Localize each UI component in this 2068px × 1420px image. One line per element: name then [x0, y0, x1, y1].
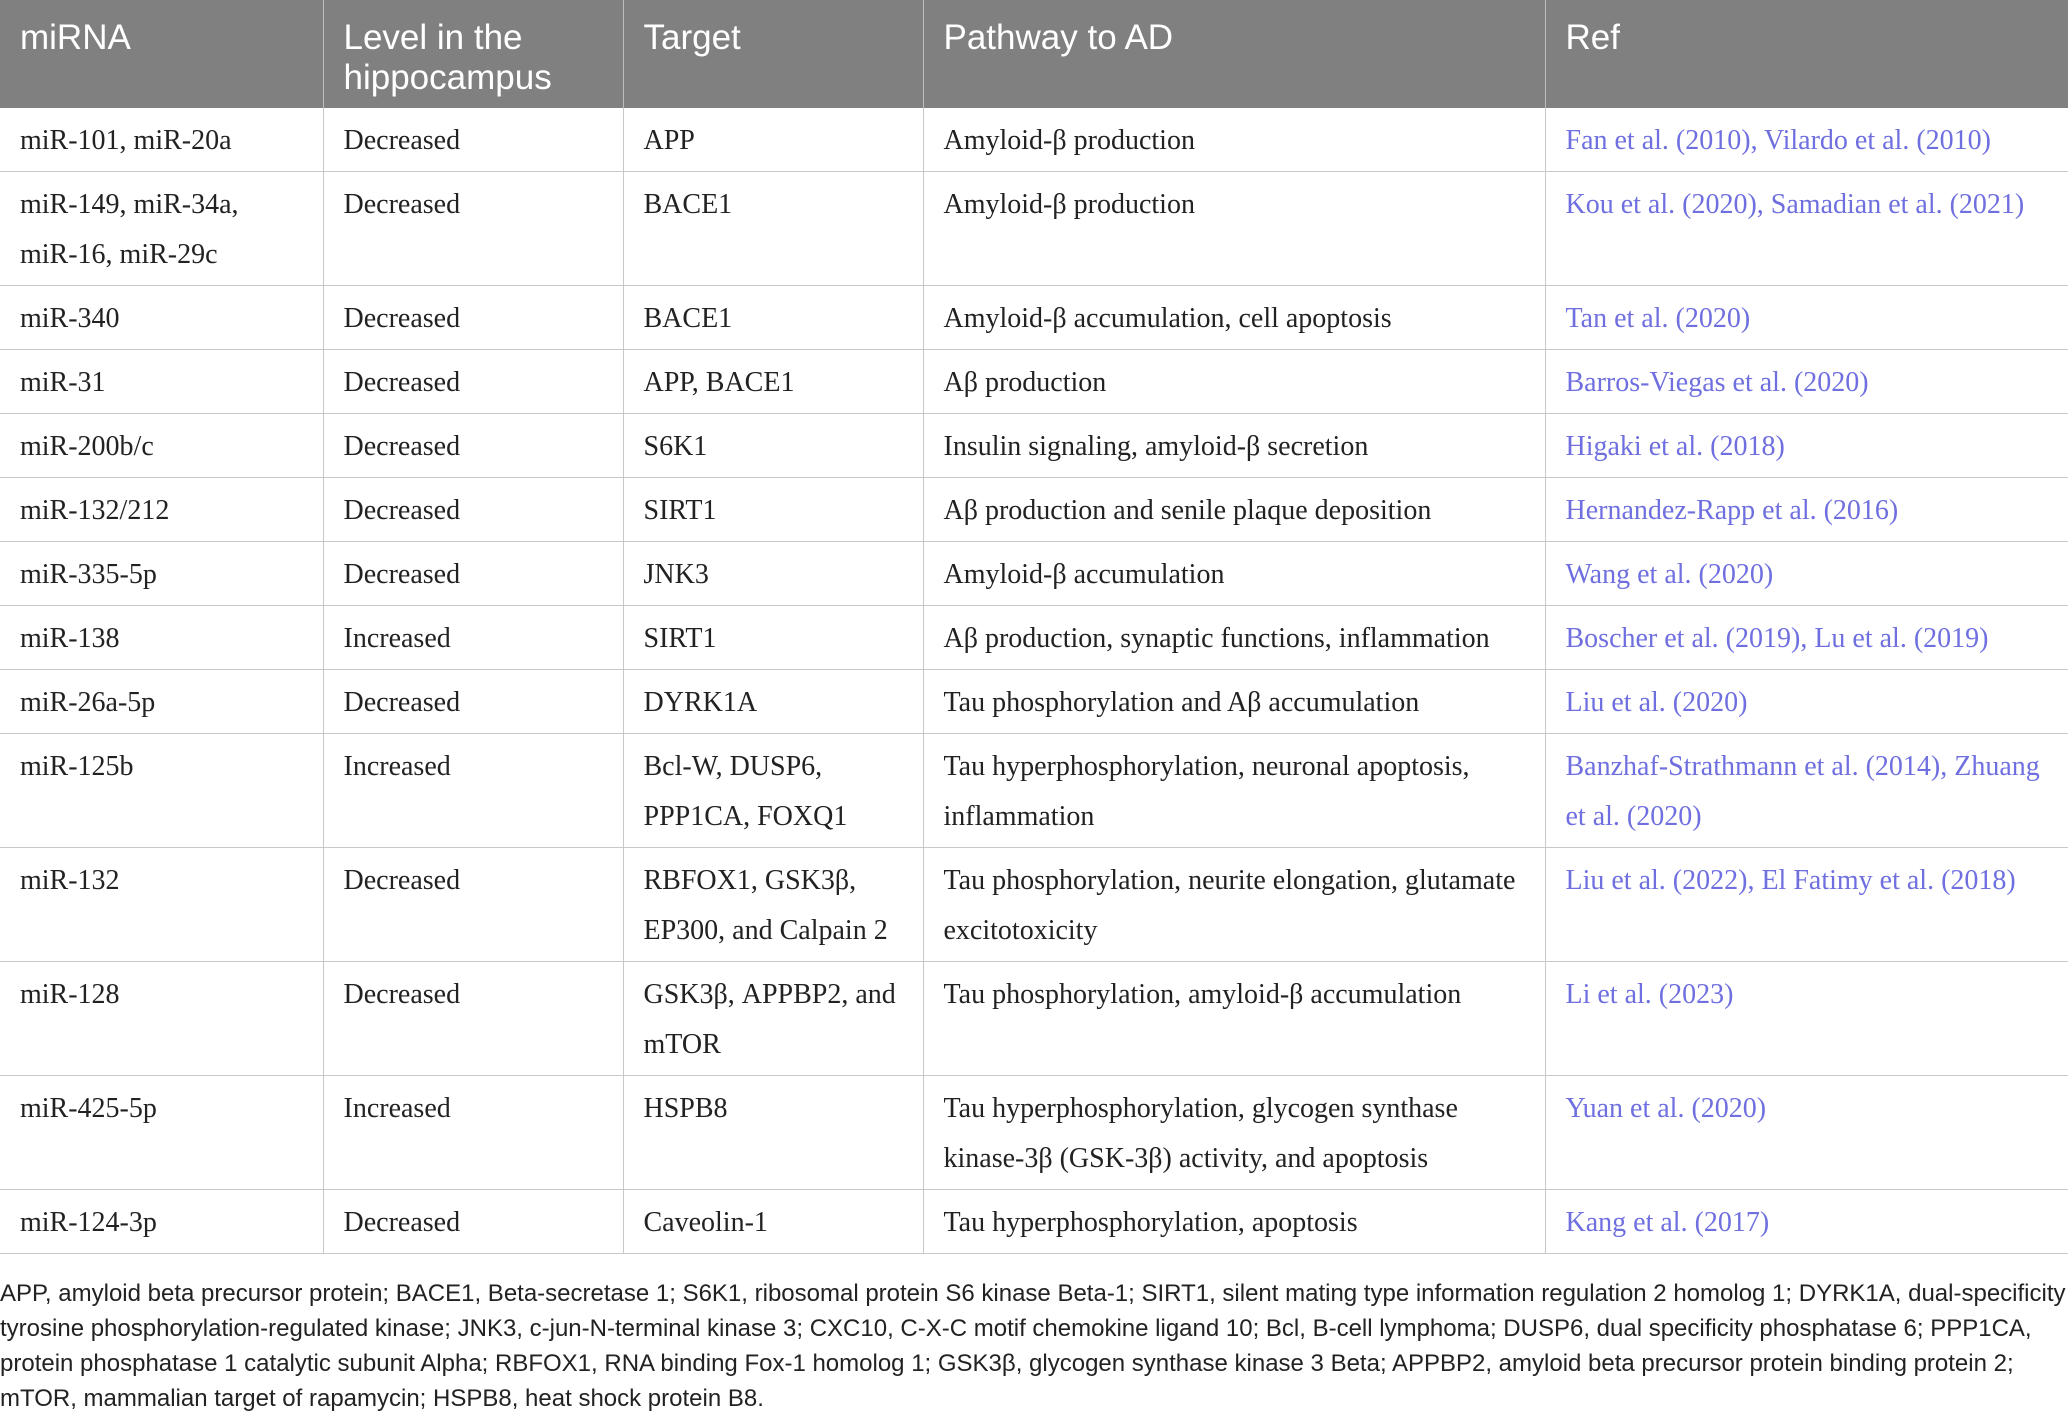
table-row — [0, 542, 2068, 606]
table-row — [0, 962, 2068, 1076]
cell-ref[interactable]: Kou et al. (2020), Samadian et al. (2021) — [1545, 172, 2068, 286]
cell-ref[interactable]: Yuan et al. (2020) — [1545, 1076, 2068, 1190]
cell-mirna: miR-132/212 — [0, 478, 323, 542]
cell-mirna: miR-132 — [0, 848, 323, 962]
cell-mirna: miR-149, miR-34a, miR-16, miR-29c — [0, 172, 323, 286]
cell-pathway: Tau phosphorylation and Aβ accumulation — [923, 670, 1545, 734]
table-row — [0, 734, 2068, 848]
table-row — [0, 848, 2068, 962]
cell-pathway: Aβ production — [923, 350, 1545, 414]
cell-pathway: Aβ production and senile plaque deposition — [923, 478, 1545, 542]
table-row — [0, 1076, 2068, 1190]
header-ref: Ref — [1545, 0, 2068, 108]
cell-mirna: miR-340 — [0, 286, 323, 350]
cell-pathway: Tau phosphorylation, amyloid-β accumulation — [923, 962, 1545, 1076]
cell-level: Decreased — [323, 848, 623, 962]
cell-target: S6K1 — [623, 414, 923, 478]
cell-pathway: Amyloid-β production — [923, 172, 1545, 286]
cell-ref[interactable]: Liu et al. (2020) — [1545, 670, 2068, 734]
table-row — [0, 606, 2068, 670]
table-body — [0, 108, 2068, 1254]
cell-target: GSK3β, APPBP2, and mTOR — [623, 962, 923, 1076]
cell-level: Decreased — [323, 542, 623, 606]
cell-target: APP — [623, 108, 923, 172]
cell-mirna: miR-138 — [0, 606, 323, 670]
cell-ref[interactable]: Tan et al. (2020) — [1545, 286, 2068, 350]
cell-mirna: miR-31 — [0, 350, 323, 414]
cell-target: APP, BACE1 — [623, 350, 923, 414]
cell-level: Decreased — [323, 478, 623, 542]
table-row — [0, 108, 2068, 172]
cell-ref[interactable]: Fan et al. (2010), Vilardo et al. (2010) — [1545, 108, 2068, 172]
cell-level: Increased — [323, 734, 623, 848]
cell-pathway: Tau hyperphosphorylation, glycogen synthase kinase-3β (GSK-3β) activity, and apoptosis — [923, 1076, 1545, 1190]
cell-ref[interactable]: Hernandez-Rapp et al. (2016) — [1545, 478, 2068, 542]
cell-ref[interactable]: Higaki et al. (2018) — [1545, 414, 2068, 478]
table-row — [0, 350, 2068, 414]
cell-target: HSPB8 — [623, 1076, 923, 1190]
cell-level: Decreased — [323, 962, 623, 1076]
cell-target: SIRT1 — [623, 606, 923, 670]
cell-level: Decreased — [323, 172, 623, 286]
cell-mirna: miR-425-5p — [0, 1076, 323, 1190]
cell-target: Caveolin-1 — [623, 1190, 923, 1254]
table-header — [0, 0, 2068, 108]
cell-pathway: Amyloid-β accumulation, cell apoptosis — [923, 286, 1545, 350]
cell-pathway: Aβ production, synaptic functions, inflammation — [923, 606, 1545, 670]
cell-pathway: Tau phosphorylation, neurite elongation, glutamate excitotoxicity — [923, 848, 1545, 962]
header-level: Level in the hippocampus — [323, 0, 623, 108]
cell-ref[interactable]: Li et al. (2023) — [1545, 962, 2068, 1076]
cell-ref[interactable]: Wang et al. (2020) — [1545, 542, 2068, 606]
table-row — [0, 286, 2068, 350]
cell-mirna: miR-200b/c — [0, 414, 323, 478]
table-row — [0, 478, 2068, 542]
cell-mirna: miR-101, miR-20a — [0, 108, 323, 172]
cell-target: JNK3 — [623, 542, 923, 606]
cell-pathway: Insulin signaling, amyloid-β secretion — [923, 414, 1545, 478]
cell-mirna: miR-128 — [0, 962, 323, 1076]
cell-target: BACE1 — [623, 172, 923, 286]
cell-target: RBFOX1, GSK3β, EP300, and Calpain 2 — [623, 848, 923, 962]
table-row — [0, 1190, 2068, 1254]
cell-mirna: miR-335-5p — [0, 542, 323, 606]
cell-pathway: Amyloid-β accumulation — [923, 542, 1545, 606]
cell-mirna: miR-125b — [0, 734, 323, 848]
header-target: Target — [623, 0, 923, 108]
cell-level: Decreased — [323, 108, 623, 172]
cell-ref[interactable]: Barros-Viegas et al. (2020) — [1545, 350, 2068, 414]
table-row — [0, 414, 2068, 478]
cell-level: Increased — [323, 606, 623, 670]
cell-level: Decreased — [323, 1190, 623, 1254]
table-footnote: APP, amyloid beta precursor protein; BACE1, Beta-secretase 1; S6K1, ribosomal protein S6 kinase Beta-1; SIRT1, silent mating type information regulation 2 homolog 1; DYRK1A, dual-specificity tyrosine phosphorylation-regulated kinase; JNK3, c-jun-N-terminal kinase 3; CXC10, C-X-C motif chemokine ligand 10; Bcl, B-cell lymphoma; DUSP6, dual specificity phosphatase 6; PPP1CA, protein phosphatase 1 catalytic subunit Alpha; RBFOX1, RNA binding Fox-1 homolog 1; GSK3β, glycogen synthase kinase 3 Beta; APPBP2, amyloid beta precursor protein binding protein 2; mTOR, mammalian target of rapamycin; HSPB8, heat shock protein B8. — [0, 1280, 2066, 1412]
cell-level: Decreased — [323, 670, 623, 734]
cell-level: Increased — [323, 1076, 623, 1190]
table-row — [0, 172, 2068, 286]
cell-target: Bcl-W, DUSP6, PPP1CA, FOXQ1 — [623, 734, 923, 848]
cell-pathway: Tau hyperphosphorylation, apoptosis — [923, 1190, 1545, 1254]
cell-ref[interactable]: Banzhaf-Strathmann et al. (2014), Zhuang et al. (2020) — [1545, 734, 2068, 848]
cell-ref[interactable]: Liu et al. (2022), El Fatimy et al. (2018) — [1545, 848, 2068, 962]
header-pathway: Pathway to AD — [923, 0, 1545, 108]
cell-target: SIRT1 — [623, 478, 923, 542]
cell-mirna: miR-26a-5p — [0, 670, 323, 734]
cell-pathway: Tau hyperphosphorylation, neuronal apoptosis, inflammation — [923, 734, 1545, 848]
table-row — [0, 670, 2068, 734]
cell-ref[interactable]: Kang et al. (2017) — [1545, 1190, 2068, 1254]
cell-ref[interactable]: Boscher et al. (2019), Lu et al. (2019) — [1545, 606, 2068, 670]
cell-level: Decreased — [323, 414, 623, 478]
header-row — [0, 0, 2068, 108]
cell-target: DYRK1A — [623, 670, 923, 734]
cell-pathway: Amyloid-β production — [923, 108, 1545, 172]
header-mirna: miRNA — [0, 0, 323, 108]
cell-level: Decreased — [323, 350, 623, 414]
cell-mirna: miR-124-3p — [0, 1190, 323, 1254]
cell-level: Decreased — [323, 286, 623, 350]
cell-target: BACE1 — [623, 286, 923, 350]
